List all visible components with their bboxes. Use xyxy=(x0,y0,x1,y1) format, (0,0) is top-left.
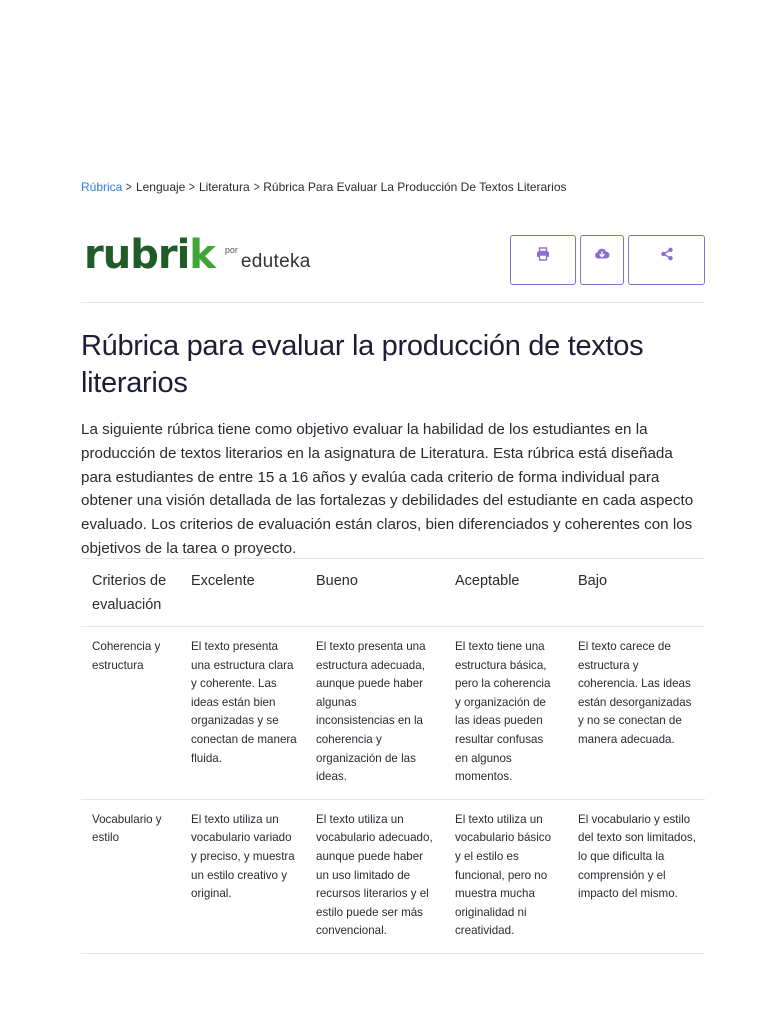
criterion-cell: Vocabulario y estilo xyxy=(81,799,180,953)
rubric-table xyxy=(81,558,705,954)
header-row xyxy=(81,233,705,291)
share-icon xyxy=(660,247,674,261)
breadcrumb-item-literatura[interactable]: Literatura xyxy=(198,179,250,194)
breadcrumb-separator: > xyxy=(253,179,260,194)
logo-rubrik-wordmark: rubrik xyxy=(84,232,215,278)
breadcrumb-separator: > xyxy=(126,179,133,194)
aceptable-cell: El texto tiene una estructura básica, pero la coherencia y organización de las ideas pueden resultar confusas en algunos momentos. xyxy=(444,627,567,800)
breadcrumb xyxy=(81,179,567,194)
logo-eduteka-wordmark: eduteka xyxy=(240,251,311,272)
excelente-cell: El texto utiliza un vocabulario variado y preciso, y muestra un estilo creativo y original. xyxy=(180,799,305,953)
header-criterios: Criterios de evaluación xyxy=(81,559,180,627)
header-bueno: Bueno xyxy=(305,559,444,627)
intro-paragraph: La siguiente rúbrica tiene como objetivo evaluar la habilidad de los estudiantes en la producción de textos literarios en la asignatura de Literatura. Esta rúbrica está diseñada para estudiantes de entre 15 a 16 años y evalúa cada criterio de forma individual para obtener una visión detallada de las fortalezas y debilidades del estudiante en cada aspecto evaluado. Los criterios de evaluación están claros, bien diferenciados y coherentes con los objetivos de la tarea o proyecto. xyxy=(81,421,694,557)
header-excelente: Excelente xyxy=(180,559,305,627)
download-button[interactable] xyxy=(580,235,624,285)
bajo-cell: El texto carece de estructura y coherencia. Las ideas están desorganizadas y no se conectan de manera adecuada. xyxy=(567,627,705,800)
excelente-cell: El texto presenta una estructura clara y coherente. Las ideas están bien organizadas y se conectan de manera fluida. xyxy=(180,627,305,800)
header-bajo: Bajo xyxy=(567,559,705,627)
logo-por-text: por xyxy=(224,245,238,255)
table-row xyxy=(81,799,705,953)
bueno-cell: El texto utiliza un vocabulario adecuado, aunque puede haber un uso limitado de recursos literarios y el estilo puede ser más convencional. xyxy=(305,799,444,953)
breadcrumb-item-current: Rúbrica Para Evaluar La Producción De Textos Literarios xyxy=(263,179,567,194)
print-button[interactable] xyxy=(510,235,576,285)
bueno-cell: El texto presenta una estructura adecuada, aunque puede haber algunas inconsistencias en la coherencia y organización de las ideas. xyxy=(305,627,444,800)
share-button[interactable] xyxy=(628,235,705,285)
cloud-download-icon xyxy=(594,247,610,261)
header-divider xyxy=(81,302,705,303)
table-row xyxy=(81,627,705,800)
bajo-cell: El vocabulario y estilo del texto son limitados, lo que dificulta la comprensión y el impacto del mismo. xyxy=(567,799,705,953)
page-title: Rúbrica para evaluar la producción de textos literarios xyxy=(81,330,644,399)
viewport-bottom-mask xyxy=(0,978,768,1024)
table-header-row xyxy=(81,559,705,627)
breadcrumb-item-rubrica[interactable]: Rúbrica xyxy=(81,179,123,194)
criterion-cell: Coherencia y estructura xyxy=(81,627,180,800)
rubrik-eduteka-logo[interactable] xyxy=(84,233,311,277)
aceptable-cell: El texto utiliza un vocabulario básico y el estilo es funcional, pero no muestra mucha originalidad ni creatividad. xyxy=(444,799,567,953)
breadcrumb-item-lenguaje[interactable]: Lenguaje xyxy=(135,179,186,194)
breadcrumb-separator: > xyxy=(189,179,196,194)
print-icon xyxy=(536,247,550,261)
header-aceptable: Aceptable xyxy=(444,559,567,627)
